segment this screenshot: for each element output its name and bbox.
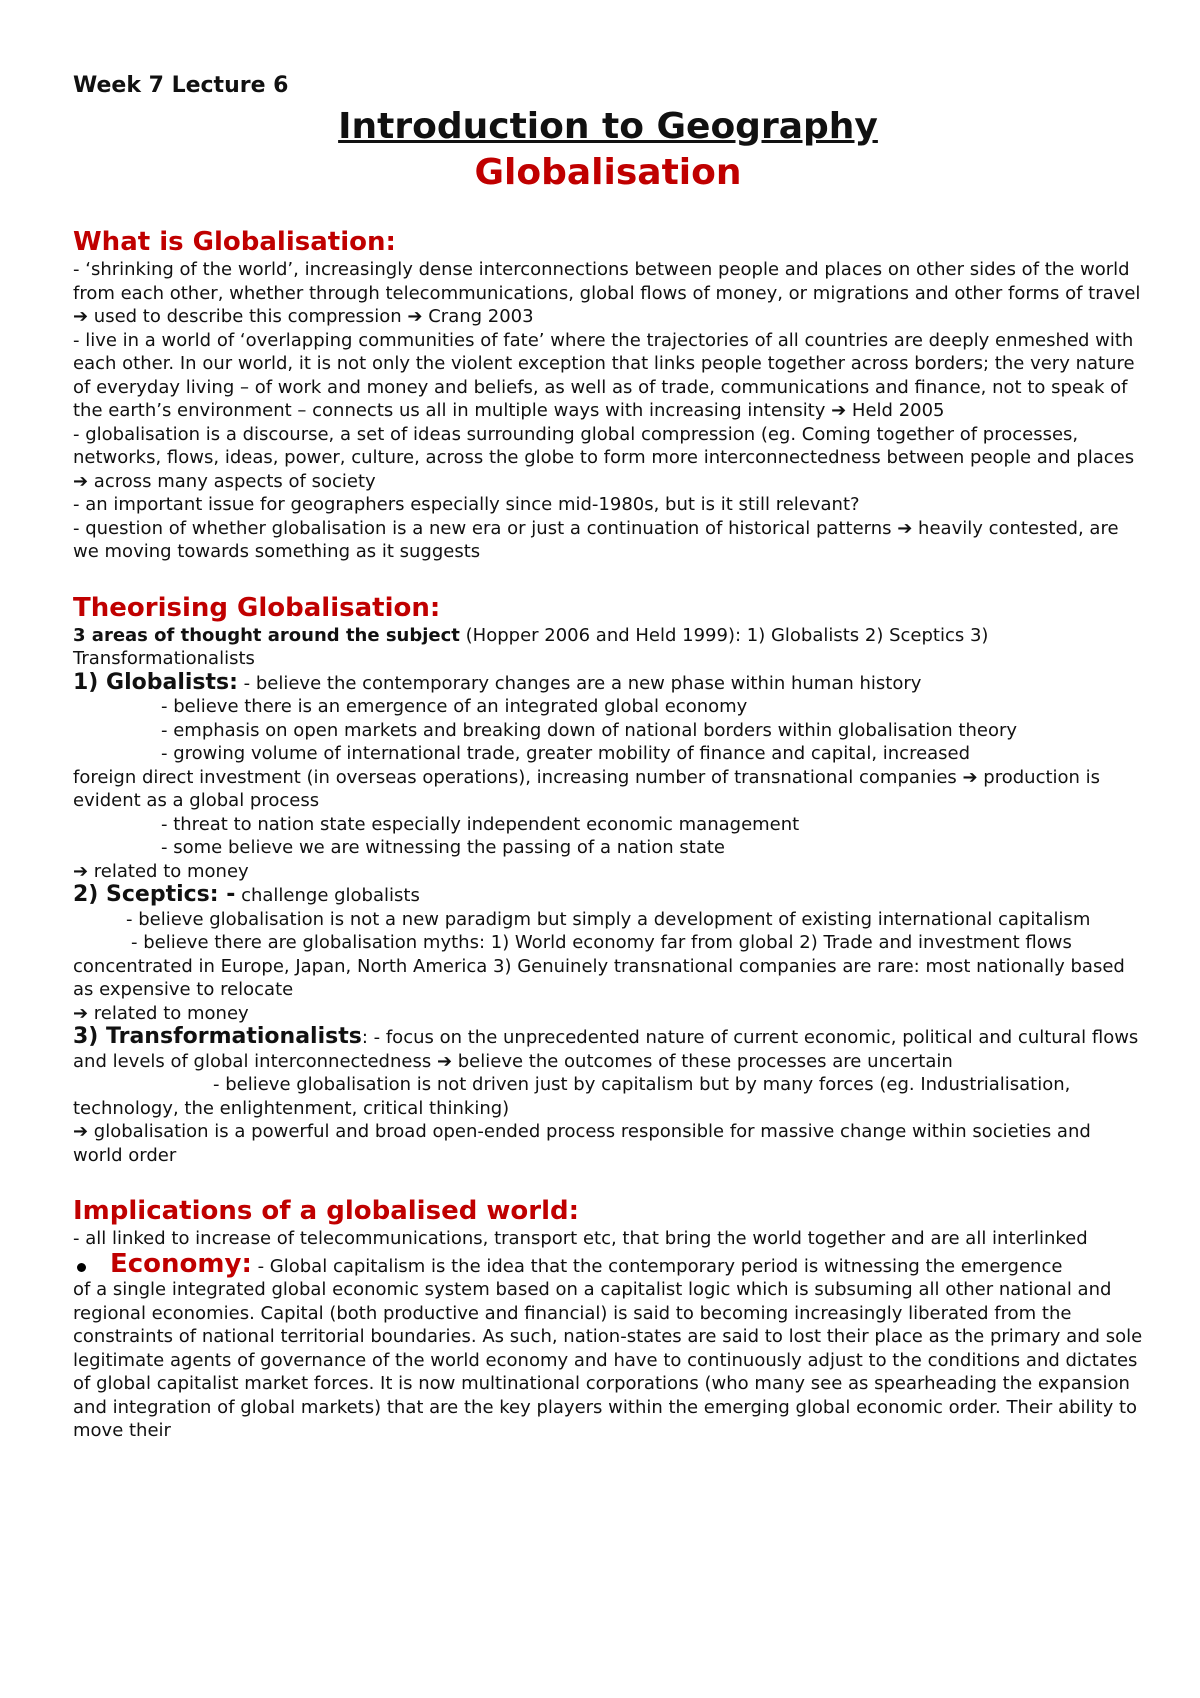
sceptics-note: ➔ related to money <box>73 1002 249 1024</box>
paragraph-line: - ‘shrinking of the world’, increasingly dense interconnections between people and places on other sides of the world from each other, whether through telecommunications, global flows of money, or migrations and other forms of travel ➔ used to describe this compression ➔ Crang 2003 <box>73 259 1141 327</box>
globalists-point: - growing volume of international trade, greater mobility of finance and capital, increased <box>161 743 971 764</box>
week-label: Week 7 Lecture 6 <box>73 73 289 98</box>
paragraph-line: - question of whether globalisation is a new era or just a continuation of historical patterns ➔ heavily contested, are we moving towards something as it suggests <box>73 517 1119 562</box>
globalists-label: 1) Globalists: <box>73 669 238 695</box>
sceptics-point: - believe there are globalisation myths: 1) World economy far from global 2) Trade and investment flows concentrated in Europe, Japan, North America 3) Genuinely transnational companies are rare: most nationally based as expensive to relocate <box>73 932 1125 1000</box>
section-heading-theorising: Theorising Globalisation: <box>73 592 441 623</box>
theory-intro-rest: (Hopper 2006 and Held 1999): 1) Globalists 2) Sceptics 3) Transformationalists <box>73 624 989 669</box>
document-subtitle: Globalisation <box>474 152 742 193</box>
implications-intro: - all linked to increase of telecommunications, transport etc, that bring the world together and are all interlinked <box>73 1228 1088 1249</box>
transformationalists-first-point: : - focus on the unprecedented nature of current economic, political and cultural flows and levels of global interconnectedness ➔ believe the outcomes of these processes are uncertain <box>73 1027 1139 1072</box>
theory-intro <box>73 624 1143 671</box>
sceptics-block <box>73 883 1143 908</box>
globalists-point: - emphasis on open markets and breaking down of national borders within globalisation theory <box>161 719 1018 741</box>
transformationalists-label: 3) Transformationalists <box>73 1024 362 1049</box>
globalists-block <box>73 671 1143 696</box>
globalists-point: - some believe we are witnessing the passing of a nation state <box>161 837 725 858</box>
sceptics-point: - believe globalisation is not a new paradigm but simply a development of existing international capitalism <box>126 908 1091 930</box>
transformationalists-block <box>73 1025 1143 1073</box>
economy-first-line: - Global capitalism is the idea that the contemporary period is witnessing the emergence <box>251 1255 1063 1277</box>
economy-body: of a single integrated global economic system based on a capitalist logic which is subsuming all other national and regional economies. Capital (both productive and financial) is said to becoming increasingly liberated from the constraints of national territorial boundaries. As such, nation-states are said to lost their place as the primary and sole legitimate agents of governance of the world economy and have to continuously adjust to the conditions and dictates of global capitalist market forces. It is now multinational corporations (who many see as spearheading the expansion and integration of global markets) that are the key players within the emerging global economic order. Their ability to move their <box>73 1279 1143 1441</box>
economy-bullet <box>73 1248 1143 1279</box>
globalists-note: ➔ related to money <box>73 860 249 882</box>
globalists-point: - threat to nation state especially independent economic management <box>161 813 800 835</box>
bullet-dot-icon <box>77 1263 86 1272</box>
sceptics-label: 2) Sceptics: - <box>73 882 236 907</box>
document-title: Introduction to Geography <box>338 106 878 147</box>
document-page <box>73 72 1143 1443</box>
paragraph-line: - globalisation is a discourse, a set of ideas surrounding global compression (eg. Coming together of processes, networks, flows, ideas, power, culture, across the globe to form more interconnectedness between people and places ➔ across many aspects of society <box>73 423 1135 492</box>
globalists-point-continued: foreign direct investment (in overseas operations), increasing number of transnational companies ➔ production is evident as a global process <box>73 766 1101 811</box>
transformationalists-point: - believe globalisation is not driven just by capitalism but by many forces (eg. Industrialisation, technology, the enlightenment, critical thinking) <box>73 1074 1071 1119</box>
sceptics-first-point: challenge globalists <box>235 885 420 906</box>
paragraph-line: - live in a world of ‘overlapping communities of fate’ where the trajectories of all countries are deeply enmeshed with each other. In our world, it is not only the violent exception that links people together across borders; the very nature of everyday living – of work and money and beliefs, as well as of trade, communications and finance, not to speak of the earth’s environment – connects us all in multiple ways with increasing intensity ➔ Held 2005 <box>73 329 1135 421</box>
globalists-first-point: - believe the contemporary changes are a new phase within human history <box>237 672 922 694</box>
section-heading-what-is: What is Globalisation: <box>73 227 396 257</box>
theory-intro-bold: 3 areas of thought around the subject <box>73 624 460 646</box>
economy-label: Economy: <box>110 1248 252 1279</box>
paragraph-line: - an important issue for geographers especially since mid-1980s, but is it still relevant? <box>73 494 860 515</box>
transformationalists-note: ➔ globalisation is a powerful and broad open-ended process responsible for massive change within societies and world order <box>73 1121 1091 1166</box>
section-heading-implications: Implications of a globalised world: <box>73 1196 579 1226</box>
globalists-point: - believe there is an emergence of an integrated global economy <box>161 696 748 717</box>
